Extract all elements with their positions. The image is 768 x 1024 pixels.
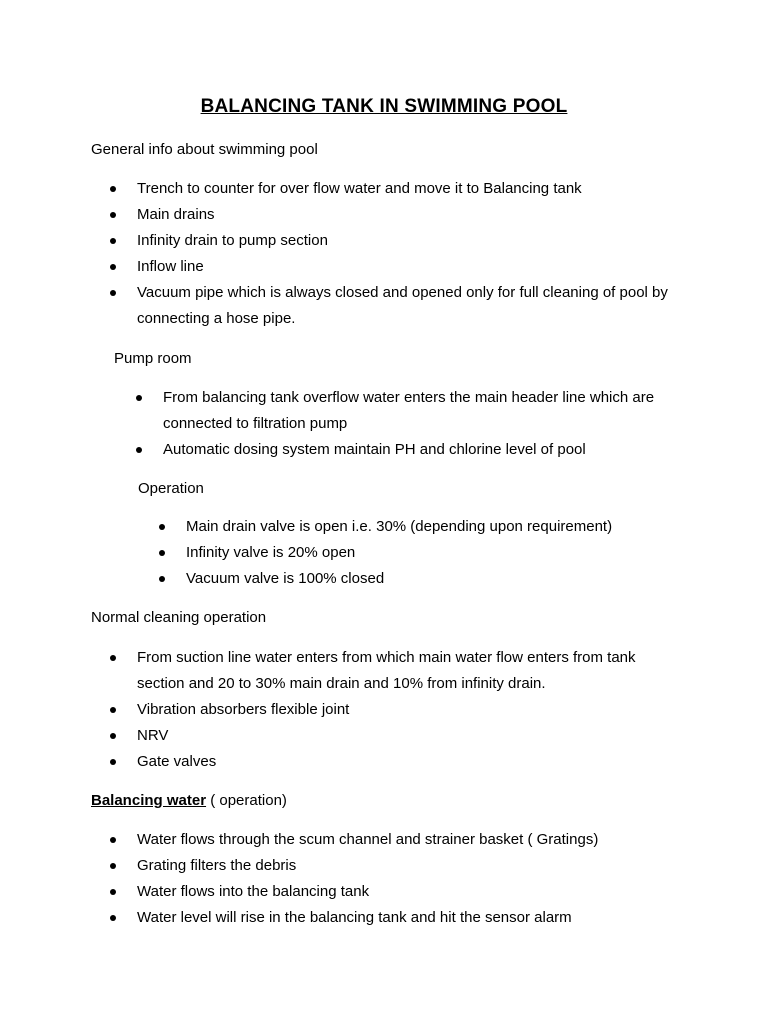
operation-list [159,514,719,592]
list-item: Vibration absorbers flexible joint [110,697,660,723]
section-heading-pump-room: Pump room [114,350,192,367]
balancing-water-suffix: ( operation) [206,792,287,809]
general-info-list [110,176,670,332]
list-item: Infinity valve is 20% open [159,540,719,566]
list-item: Water flows into the balancing tank [110,879,670,905]
normal-cleaning-list [110,645,660,775]
list-item: Trench to counter for over flow water and move it to Balancing tank [110,176,670,202]
section-heading-normal-cleaning: Normal cleaning operation [91,609,267,626]
balancing-water-list [110,827,670,931]
list-item: Inflow line [110,254,670,280]
list-item: Vacuum pipe which is always closed and opened only for full cleaning of pool by connecting a hose pipe. [110,280,670,332]
list-item: From balancing tank overflow water enters the main header line which are connected to filtration pump [136,385,696,437]
list-item: From suction line water enters from which main water flow enters from tank section and 20 to 30% main drain and 10% from infinity drain. [110,645,660,697]
list-item: Vacuum valve is 100% closed [159,566,719,592]
list-item: Grating filters the debris [110,853,670,879]
list-item: Water level will rise in the balancing tank and hit the sensor alarm [110,905,670,931]
list-item: Main drains [110,202,670,228]
list-item: Gate valves [110,749,660,775]
section-heading-general: General info about swimming pool [91,141,318,158]
document-title: BALANCING TANK IN SWIMMING POOL [200,96,568,117]
section-heading-balancing-water [91,791,287,811]
pump-room-list [136,385,696,463]
list-item: Water flows through the scum channel and strainer basket ( Gratings) [110,827,670,853]
list-item: Infinity drain to pump section [110,228,670,254]
list-item: Main drain valve is open i.e. 30% (depending upon requirement) [159,514,719,540]
balancing-water-label: Balancing water [91,792,207,809]
section-heading-operation: Operation [138,480,204,497]
list-item: Automatic dosing system maintain PH and chlorine level of pool [136,437,696,463]
list-item: NRV [110,723,660,749]
